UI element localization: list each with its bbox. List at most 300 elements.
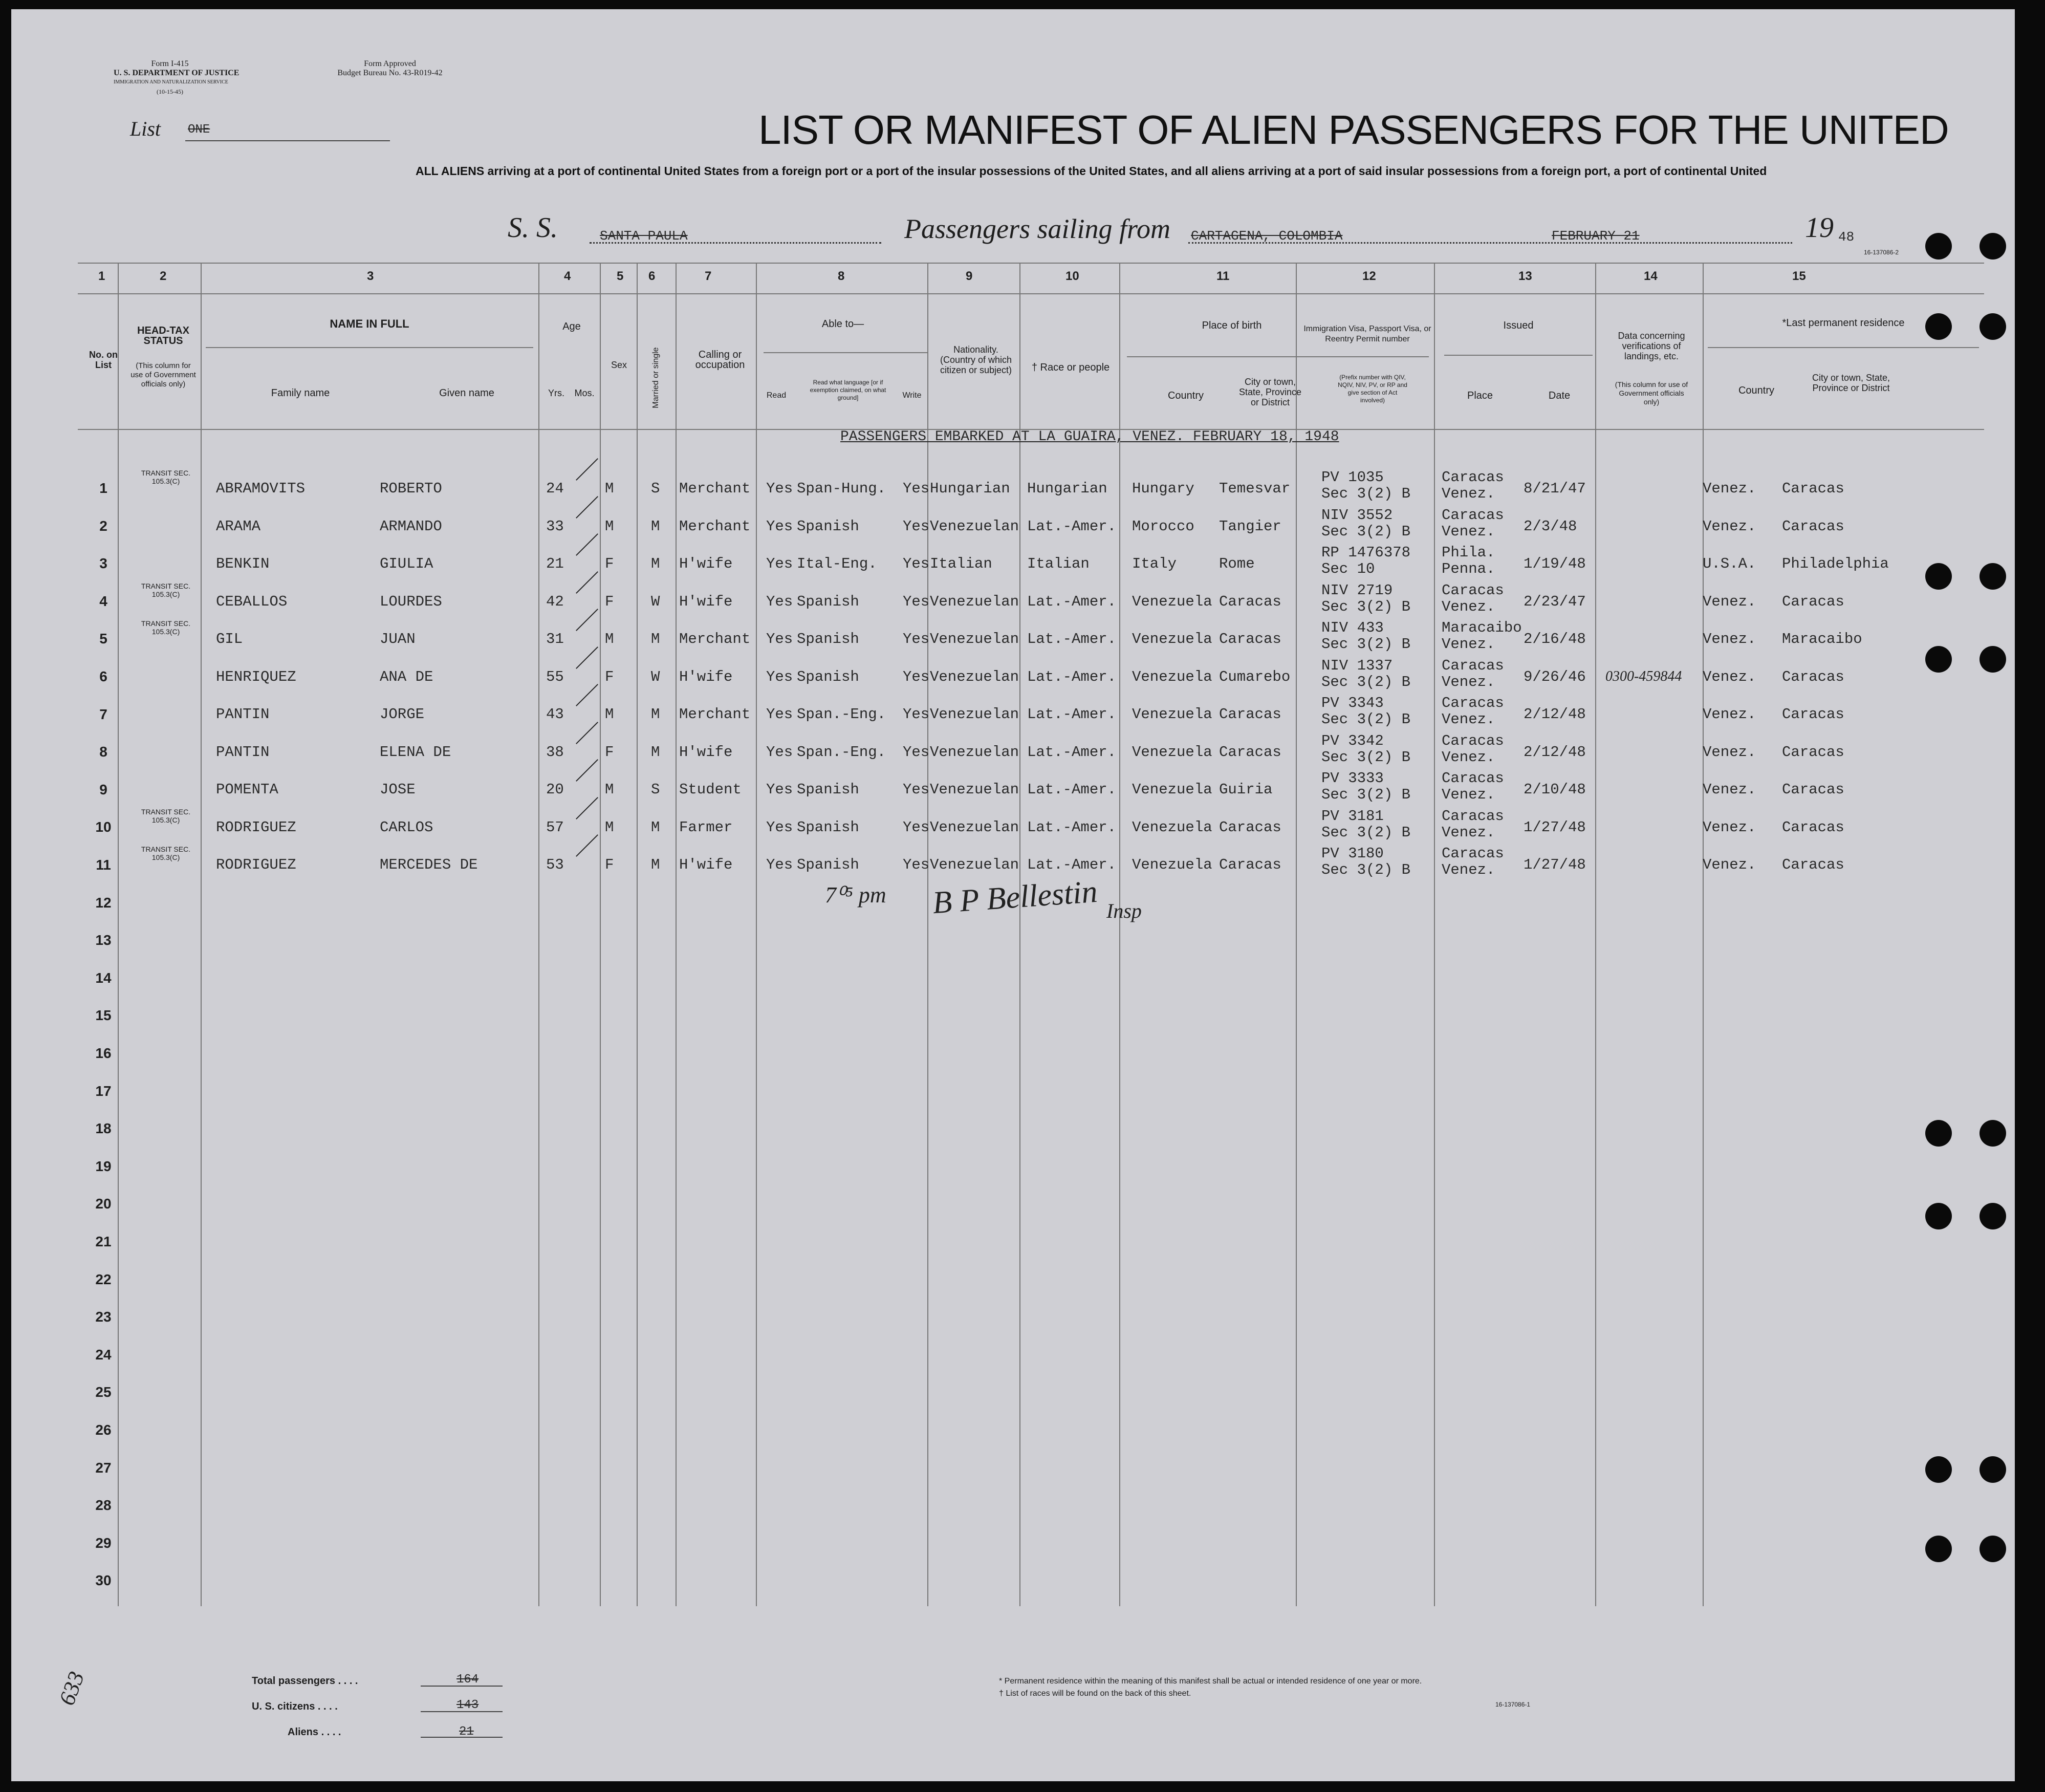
issued-place-country: Venez.	[1442, 485, 1495, 502]
marital-status: M	[651, 743, 660, 761]
birth-country: Venezuela	[1132, 631, 1212, 647]
residence-city: Caracas	[1782, 781, 1844, 798]
footnote-races: † List of races will be found on the back of this sheet.	[999, 1689, 1191, 1698]
birth-city: Caracas	[1219, 743, 1281, 761]
visa-section: Sec 3(2) B	[1321, 786, 1411, 803]
given-name: LOURDES	[380, 593, 442, 610]
language: Spanish	[797, 593, 859, 610]
family-name: CEBALLOS	[216, 593, 288, 610]
hdr-no-on-list: No. on List	[89, 350, 118, 370]
totals-citizens: 143	[456, 1698, 479, 1712]
totals-label-text: Aliens	[288, 1726, 319, 1738]
can-write: Yes	[903, 631, 930, 647]
head-tax-stamp: TRANSIT SEC. 105.3(C)	[141, 807, 191, 824]
issued-place-country: Venez.	[1442, 636, 1495, 653]
nationality: Venezuelan	[930, 781, 1019, 798]
language: Spanish	[797, 856, 859, 873]
birth-city: Rome	[1219, 555, 1255, 572]
visa-number: RP 1476378	[1321, 544, 1411, 561]
issued-place: Caracas	[1442, 581, 1504, 599]
race: Lat.-Amer.	[1027, 856, 1117, 873]
punch-hole	[1925, 233, 1952, 260]
age: 31	[546, 631, 564, 647]
check-mark	[576, 609, 598, 631]
given-name: JORGE	[380, 706, 425, 723]
residence-city: Caracas	[1782, 743, 1844, 761]
nationality: Venezuelan	[930, 517, 1019, 535]
row-number: 14	[95, 969, 112, 986]
marital-status: W	[651, 668, 660, 685]
hdr-age: Age	[562, 321, 581, 332]
can-write: Yes	[903, 856, 930, 873]
family-name: BENKIN	[216, 555, 270, 572]
nationality: Venezuelan	[930, 668, 1019, 685]
marital-status: S	[651, 480, 660, 497]
given-name: ARMANDO	[380, 517, 442, 535]
issued-date: 2/3/48	[1524, 517, 1577, 535]
col-num: 13	[1518, 269, 1532, 283]
row-number: 23	[95, 1309, 112, 1325]
sex: M	[605, 631, 614, 647]
can-read: Yes	[766, 706, 793, 723]
visa-number: NIV 433	[1321, 619, 1384, 636]
occupation: Farmer	[679, 818, 733, 836]
visa-section: Sec 3(2) B	[1321, 523, 1411, 540]
totals-label-text: Total passengers	[252, 1675, 336, 1687]
sex: M	[605, 517, 614, 535]
punch-hole	[1925, 646, 1952, 673]
issued-date: 8/21/47	[1524, 480, 1586, 497]
given-name: ANA DE	[380, 668, 433, 685]
head-tax-stamp: TRANSIT SEC. 105.3(C)	[141, 469, 191, 485]
col-rule	[201, 263, 202, 1606]
col-rule	[1703, 263, 1704, 1606]
row-number: 16	[95, 1045, 112, 1061]
form-approved: Form Approved	[364, 59, 416, 68]
birth-city: Caracas	[1219, 593, 1281, 610]
col-num: 11	[1216, 269, 1230, 283]
given-name: CARLOS	[380, 818, 433, 836]
manifest-sheet	[11, 9, 2015, 1781]
row-number: 13	[95, 932, 112, 948]
birth-country: Venezuela	[1132, 743, 1212, 761]
hdr-given-name: Given name	[439, 387, 494, 399]
punch-hole	[1979, 1120, 2006, 1147]
punch-hole	[1925, 1536, 1952, 1562]
row-number: 10	[95, 819, 112, 835]
occupation: Merchant	[679, 631, 751, 647]
footnote-residence: * Permanent residence within the meaning of this manifest shall be actual or intended residence of one year or more.	[999, 1677, 1422, 1686]
residence-country: Venez.	[1703, 781, 1756, 798]
landing-verification: 0300-459844	[1605, 668, 1682, 684]
hdr-rule	[1708, 347, 1979, 348]
row-number: 30	[95, 1572, 112, 1589]
sex: M	[605, 706, 614, 723]
given-name: GIULIA	[380, 555, 433, 572]
hdr-residence: *Last permanent residence	[1782, 317, 1905, 329]
port-name: CARTAGENA, COLOMBIA	[1191, 228, 1343, 244]
issued-place: Caracas	[1442, 469, 1504, 486]
visa-number: PV 3342	[1321, 732, 1384, 749]
hdr-res-city: City or town, State, Province or District	[1812, 373, 1890, 393]
inspector-title: Insp	[1106, 899, 1142, 922]
residence-country: Venez.	[1703, 706, 1756, 723]
year-prefix: 19	[1805, 212, 1834, 244]
hdr-head-tax-note: (This column for use of Government officials only)	[130, 361, 196, 388]
issued-date: 1/19/48	[1524, 555, 1586, 572]
nationality: Italian	[930, 555, 992, 572]
language: Ital-Eng.	[797, 555, 877, 572]
issued-place: Caracas	[1442, 770, 1504, 787]
marital-status: W	[651, 593, 660, 610]
nationality: Venezuelan	[930, 593, 1019, 610]
race: Lat.-Amer.	[1027, 706, 1117, 723]
age: 24	[546, 480, 564, 497]
hdr-visa-note: (Prefix number with QIV, NQIV, NIV, PV, or RP and give section of Act involved)	[1338, 374, 1407, 404]
visa-section: Sec 3(2) B	[1321, 636, 1411, 653]
row-number: 15	[95, 1007, 112, 1024]
family-name: RODRIGUEZ	[216, 856, 296, 873]
sailing-date: FEBRUARY 21	[1552, 228, 1640, 244]
birth-country: Venezuela	[1132, 856, 1212, 873]
residence-country: Venez.	[1703, 480, 1756, 497]
visa-section: Sec 3(2) B	[1321, 598, 1411, 615]
birth-country: Venezuela	[1132, 668, 1212, 685]
can-write: Yes	[903, 781, 930, 798]
hdr-calling: Calling or occupation	[695, 349, 745, 371]
nationality: Venezuelan	[930, 706, 1019, 723]
hdr-rule	[1127, 356, 1429, 357]
family-name: POMENTA	[216, 781, 278, 798]
residence-city: Maracaibo	[1782, 631, 1862, 647]
col-rule	[756, 263, 757, 1606]
visa-number: NIV 1337	[1321, 657, 1393, 674]
residence-country: Venez.	[1703, 743, 1756, 761]
can-write: Yes	[903, 818, 930, 836]
form-approval	[323, 59, 456, 78]
issued-place: Caracas	[1442, 807, 1504, 825]
visa-number: PV 1035	[1321, 469, 1384, 486]
birth-city: Caracas	[1219, 631, 1281, 647]
visa-number: NIV 2719	[1321, 581, 1393, 599]
language: Span.-Eng.	[797, 743, 886, 761]
can-read: Yes	[766, 743, 793, 761]
head-tax-stamp: TRANSIT SEC. 105.3(C)	[141, 845, 191, 861]
punch-hole	[1979, 563, 2006, 590]
can-write: Yes	[903, 480, 930, 497]
punch-hole	[1925, 563, 1952, 590]
issued-place-country: Venez.	[1442, 598, 1495, 615]
col-num: 14	[1644, 269, 1658, 283]
visa-number: PV 3181	[1321, 807, 1384, 825]
visa-section: Sec 3(2) B	[1321, 824, 1411, 841]
head-tax-stamp: TRANSIT SEC. 105.3(C)	[141, 581, 191, 598]
col-rule	[538, 263, 539, 1606]
row-number: 18	[95, 1120, 112, 1137]
can-read: Yes	[766, 818, 793, 836]
sex: F	[605, 856, 614, 873]
visa-section: Sec 3(2) B	[1321, 748, 1411, 766]
nationality: Hungarian	[930, 480, 1010, 497]
punch-hole	[1979, 646, 2006, 673]
header-number-rule	[78, 293, 1984, 294]
age: 21	[546, 555, 564, 572]
marital-status: M	[651, 818, 660, 836]
handwritten-time: 7⁰⁵ pm	[825, 882, 886, 908]
col-rule	[637, 263, 638, 1606]
col-num: 1	[98, 269, 105, 283]
form-info	[114, 59, 240, 96]
form-date: (10-15-45)	[157, 88, 183, 95]
birth-country: Venezuela	[1132, 781, 1212, 798]
row-number: 20	[95, 1196, 112, 1212]
row-number: 3	[99, 555, 107, 572]
race: Lat.-Amer.	[1027, 818, 1117, 836]
can-write: Yes	[903, 706, 930, 723]
punch-hole	[1925, 313, 1952, 340]
col-num: 4	[564, 269, 571, 283]
row-number: 1	[99, 480, 107, 496]
birth-country: Italy	[1132, 555, 1177, 572]
issued-date: 2/16/48	[1524, 631, 1586, 647]
given-name: MERCEDES DE	[380, 856, 478, 873]
check-mark	[576, 458, 598, 481]
issued-date: 9/26/46	[1524, 668, 1586, 685]
col-rule	[1595, 263, 1596, 1606]
hdr-place: Place	[1467, 390, 1493, 401]
age: 43	[546, 706, 564, 723]
column-numbers	[11, 269, 2015, 290]
residence-country: Venez.	[1703, 631, 1756, 647]
hdr-rule	[1444, 355, 1593, 356]
col-num: 5	[617, 269, 624, 283]
given-name: ELENA DE	[380, 743, 451, 761]
can-read: Yes	[766, 480, 793, 497]
totals-passengers: 164	[456, 1673, 479, 1687]
marital-status: M	[651, 706, 660, 723]
issued-date: 2/12/48	[1524, 706, 1586, 723]
issued-place: Caracas	[1442, 695, 1504, 711]
issued-place: Phila.	[1442, 544, 1495, 561]
residence-city: Caracas	[1782, 818, 1844, 836]
col-num: 6	[648, 269, 656, 283]
row-number: 8	[99, 744, 107, 760]
birth-country: Hungary	[1132, 480, 1194, 497]
totals-aliens: 21	[459, 1725, 474, 1739]
hdr-landings: Data concerning verifications of landings, etc.	[1618, 331, 1685, 361]
given-name: JUAN	[380, 631, 416, 647]
age: 53	[546, 856, 564, 873]
age: 20	[546, 781, 564, 798]
row-number: 26	[95, 1422, 112, 1438]
occupation: H'wife	[679, 593, 733, 610]
residence-city: Philadelphia	[1782, 555, 1889, 572]
hdr-rule	[206, 347, 533, 348]
issued-place-country: Venez.	[1442, 523, 1495, 540]
hdr-landings-note: (This column for use of Government officials only)	[1615, 380, 1688, 406]
hdr-read: Read	[766, 391, 787, 400]
year-value: 48	[1838, 229, 1855, 245]
birth-city: Caracas	[1219, 856, 1281, 873]
language: Spanish	[797, 517, 859, 535]
residence-city: Caracas	[1782, 706, 1844, 723]
col-num: 7	[705, 269, 712, 283]
hdr-sex: Sex	[611, 360, 627, 370]
row-number: 21	[95, 1234, 112, 1249]
can-read: Yes	[766, 781, 793, 798]
col-num: 8	[838, 269, 845, 283]
nationality: Venezuelan	[930, 743, 1019, 761]
marital-status: S	[651, 781, 660, 798]
list-value: ONE	[188, 123, 210, 137]
check-mark	[576, 571, 598, 594]
issued-place: Caracas	[1442, 657, 1504, 674]
can-read: Yes	[766, 555, 793, 572]
residence-country: Venez.	[1703, 593, 1756, 610]
issued-place-country: Venez.	[1442, 861, 1495, 878]
hdr-city: City or town, State, Province or District	[1238, 377, 1302, 407]
col-rule	[1119, 263, 1120, 1606]
age: 33	[546, 517, 564, 535]
check-mark	[576, 533, 598, 556]
hdr-read-language: Read what language [or if exemption claimed, on what ground]	[810, 379, 886, 401]
visa-section: Sec 3(2) B	[1321, 861, 1411, 878]
col-num: 3	[367, 269, 374, 283]
hdr-issued: Issued	[1503, 320, 1534, 331]
race: Hungarian	[1027, 480, 1107, 497]
given-name: JOSE	[380, 781, 416, 798]
col-rule	[600, 263, 601, 1606]
visa-section: Sec 3(2) B	[1321, 711, 1411, 728]
issued-place: Maracaibo	[1442, 619, 1522, 636]
totals-aliens-label: Aliens . . . .	[288, 1726, 341, 1738]
hdr-rule	[764, 352, 927, 353]
family-name: RODRIGUEZ	[216, 818, 296, 836]
birth-city: Caracas	[1219, 818, 1281, 836]
row-number: 6	[99, 668, 107, 684]
can-write: Yes	[903, 668, 930, 685]
residence-country: Venez.	[1703, 856, 1756, 873]
hdr-write: Write	[902, 391, 922, 400]
sex: F	[605, 743, 614, 761]
marital-status: M	[651, 555, 660, 572]
row-number: 2	[99, 517, 107, 534]
punch-hole	[1979, 233, 2006, 260]
punch-hole	[1979, 1456, 2006, 1483]
form-budget: Budget Bureau No. 43-R019-42	[337, 69, 443, 77]
language: Spanish	[797, 668, 859, 685]
can-write: Yes	[903, 743, 930, 761]
residence-country: Venez.	[1703, 517, 1756, 535]
issued-date: 1/27/48	[1524, 856, 1586, 873]
check-mark	[576, 496, 598, 519]
row-number: 7	[99, 706, 107, 722]
issued-place-country: Venez.	[1442, 786, 1495, 803]
punch-hole	[1979, 313, 2006, 340]
sex: F	[605, 555, 614, 572]
col-num: 12	[1362, 269, 1376, 283]
check-mark	[576, 797, 598, 819]
marital-status: M	[651, 631, 660, 647]
birth-country: Venezuela	[1132, 593, 1212, 610]
hdr-nationality: Nationality. (Country of which citizen or subject)	[940, 344, 1012, 375]
issued-place-country: Venez.	[1442, 711, 1495, 728]
occupation: Merchant	[679, 480, 751, 497]
issued-place-country: Penna.	[1442, 560, 1495, 577]
row-number: 5	[99, 631, 107, 647]
page-title: LIST OR MANIFEST OF ALIEN PASSENGERS FOR THE UNITED	[758, 107, 1949, 153]
list-label: List	[130, 117, 161, 140]
race: Lat.-Amer.	[1027, 743, 1117, 761]
check-mark	[576, 684, 598, 706]
race: Lat.-Amer.	[1027, 593, 1117, 610]
family-name: PANTIN	[216, 706, 270, 723]
language: Span-Hung.	[797, 480, 886, 497]
row-number: 4	[99, 593, 107, 609]
birth-city: Temesvar	[1219, 480, 1291, 497]
birth-country: Morocco	[1132, 517, 1194, 535]
row-number: 27	[95, 1459, 112, 1476]
residence-city: Caracas	[1782, 517, 1844, 535]
age: 57	[546, 818, 564, 836]
ship-name: SANTA PAULA	[600, 228, 688, 244]
age: 55	[546, 668, 564, 685]
punch-hole	[1979, 1536, 2006, 1562]
form-number: Form I-415	[151, 59, 189, 68]
issued-place: Caracas	[1442, 732, 1504, 749]
nationality: Venezuelan	[930, 818, 1019, 836]
birth-city: Guiria	[1219, 781, 1273, 798]
col-rule	[1296, 263, 1297, 1606]
age: 42	[546, 593, 564, 610]
hdr-yrs: Yrs.	[548, 388, 564, 398]
birth-city: Cumarebo	[1219, 668, 1291, 685]
race: Lat.-Amer.	[1027, 631, 1117, 647]
totals-citizens-label: U. S. citizens . . . .	[252, 1701, 338, 1712]
row-number: 9	[99, 781, 107, 797]
row-number: 22	[95, 1271, 112, 1287]
hdr-family-name: Family name	[271, 387, 330, 399]
can-read: Yes	[766, 517, 793, 535]
occupation: H'wife	[679, 743, 733, 761]
language: Spanish	[797, 818, 859, 836]
family-name: HENRIQUEZ	[216, 668, 296, 685]
birth-city: Caracas	[1219, 706, 1281, 723]
marital-status: M	[651, 517, 660, 535]
race: Lat.-Amer.	[1027, 668, 1117, 685]
age: 38	[546, 743, 564, 761]
row-number: 17	[95, 1083, 112, 1099]
can-write: Yes	[903, 593, 930, 610]
given-name: ROBERTO	[380, 480, 442, 497]
occupation: Merchant	[679, 706, 751, 723]
visa-section: Sec 10	[1321, 560, 1375, 577]
can-read: Yes	[766, 856, 793, 873]
col-num: 10	[1065, 269, 1079, 283]
list-line	[185, 128, 390, 141]
col-num: 2	[160, 269, 167, 283]
race: Lat.-Amer.	[1027, 781, 1117, 798]
head-tax-stamp: TRANSIT SEC. 105.3(C)	[141, 619, 191, 636]
birth-city: Tangier	[1219, 517, 1281, 535]
birth-country: Venezuela	[1132, 818, 1212, 836]
totals-label-text: U. S. citizens	[252, 1701, 315, 1712]
language: Spanish	[797, 631, 859, 647]
issued-place: Caracas	[1442, 506, 1504, 524]
col-rule	[927, 263, 928, 1606]
family-name: PANTIN	[216, 743, 270, 761]
col-num: 9	[966, 269, 973, 283]
